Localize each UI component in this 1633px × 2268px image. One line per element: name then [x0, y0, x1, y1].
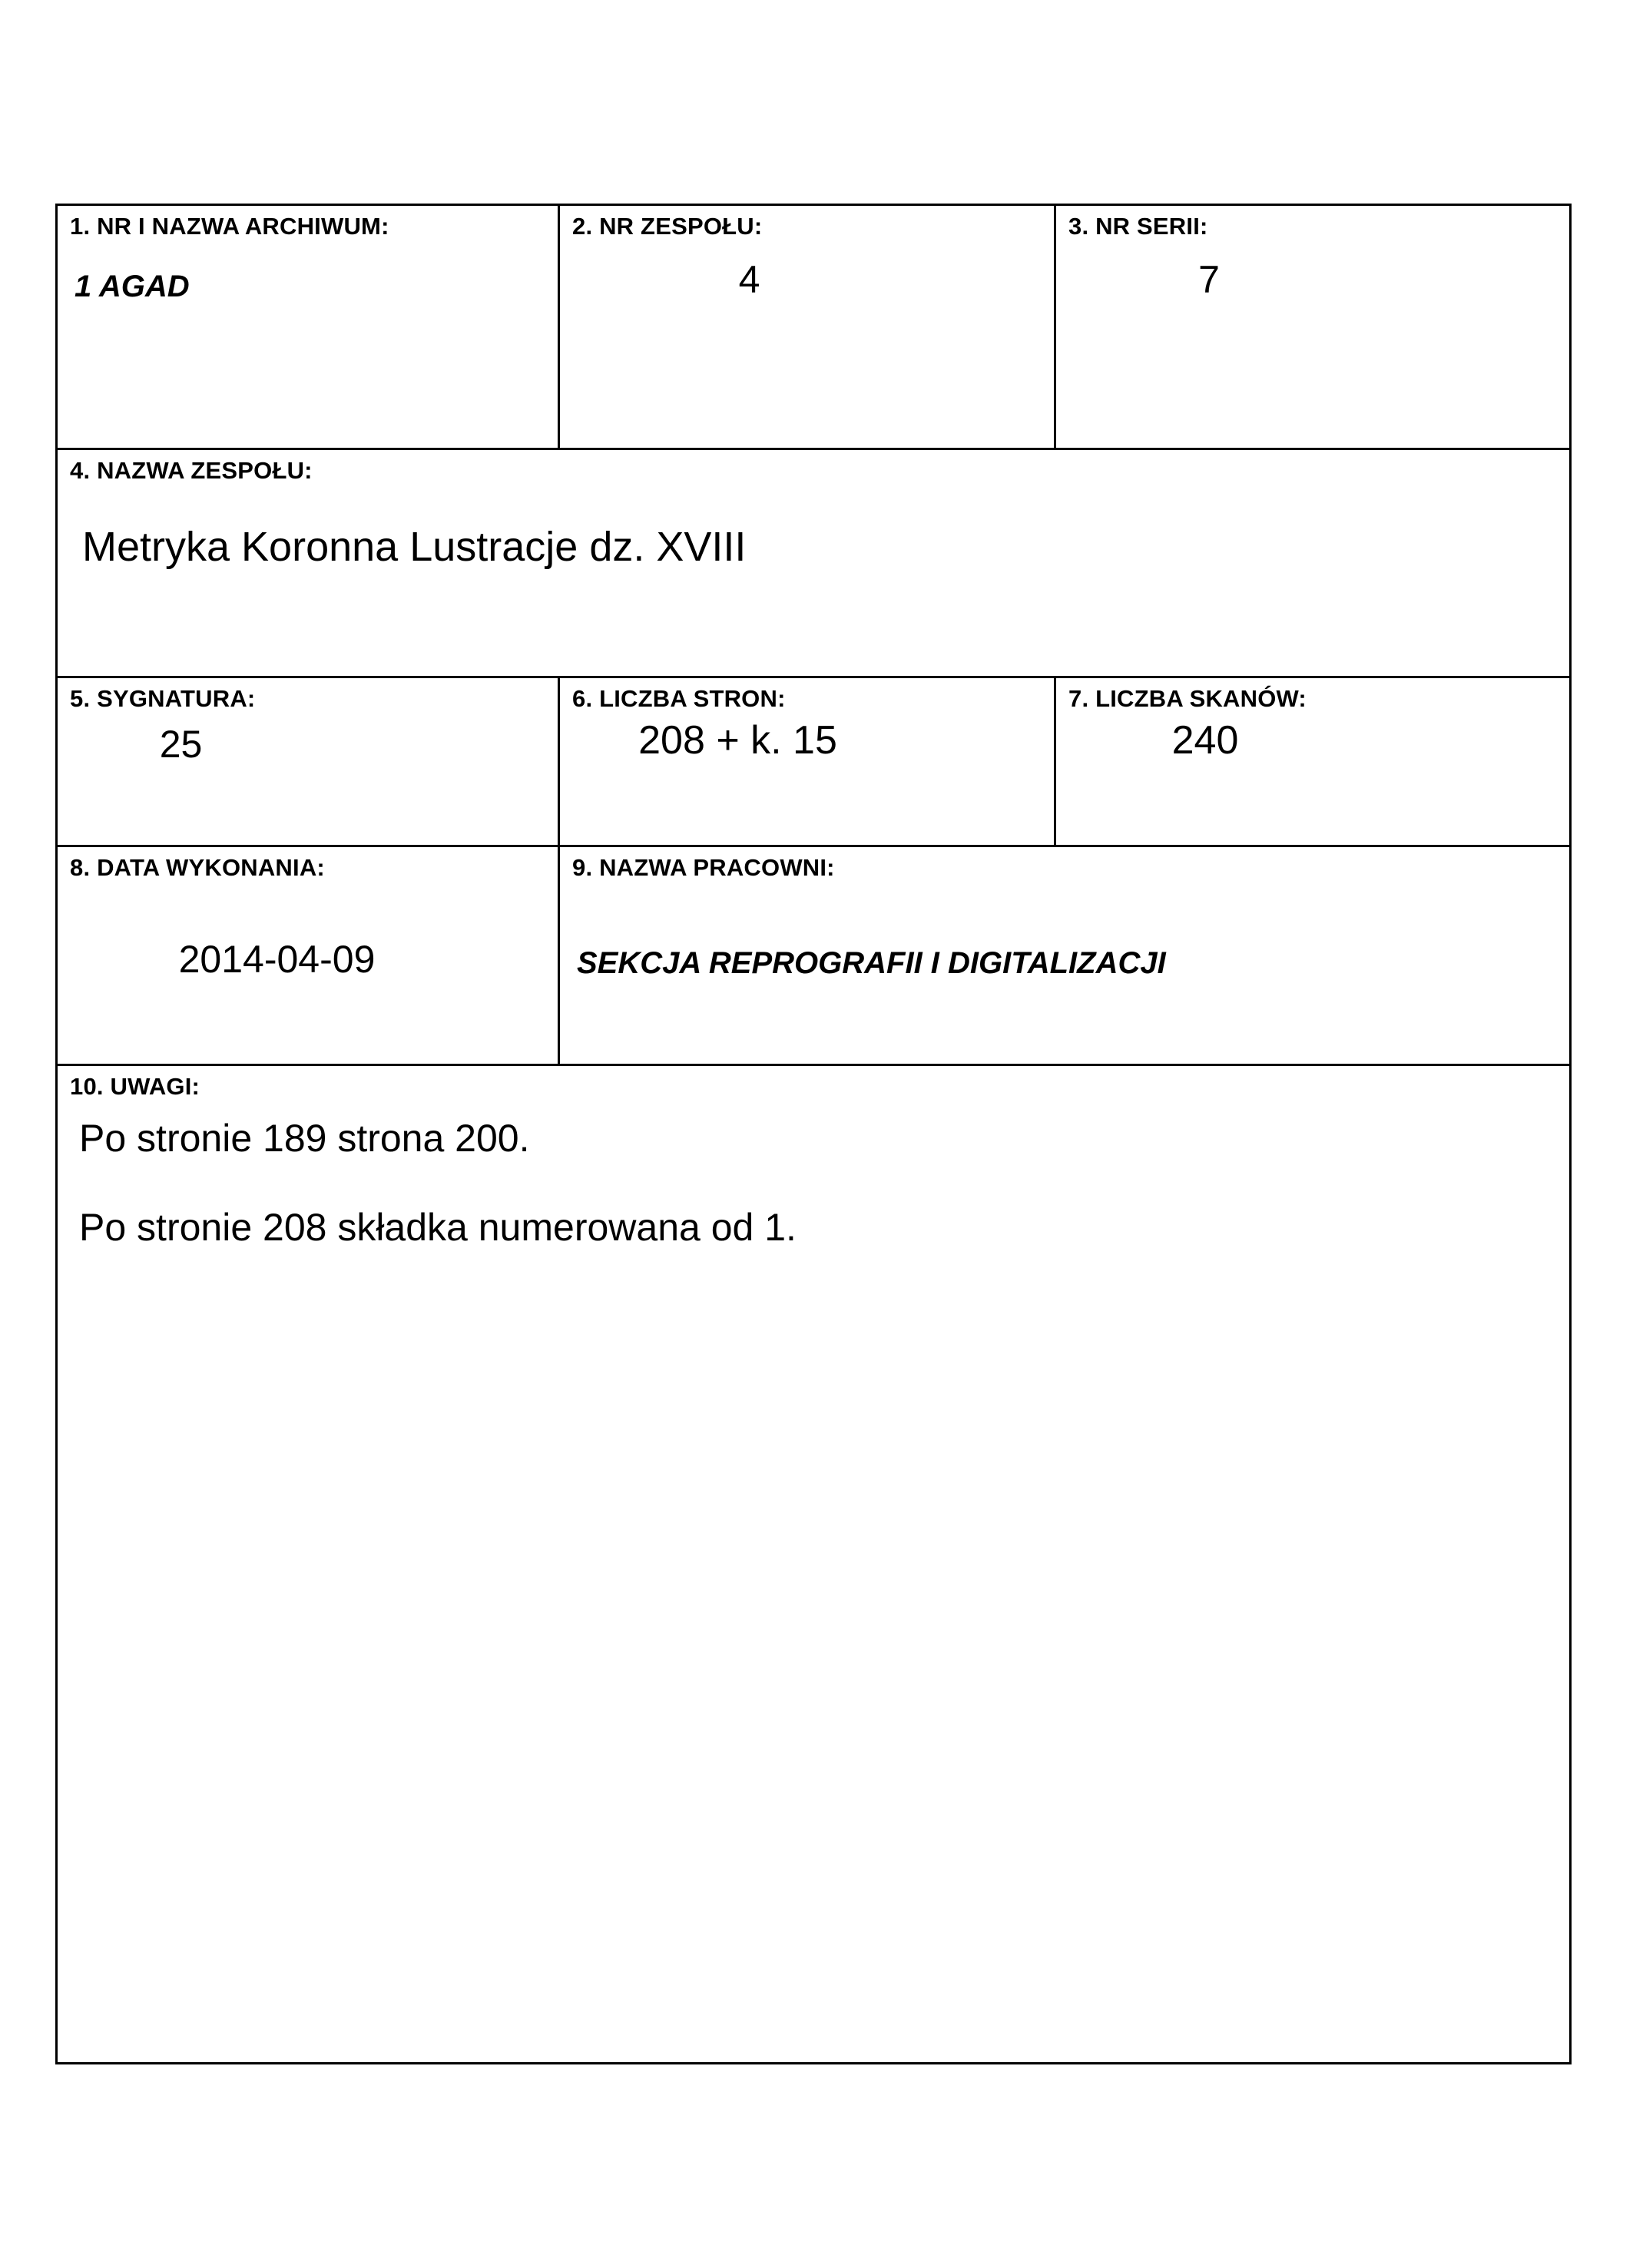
- table-row: [57, 1065, 1571, 2064]
- value-fonds-name: Metryka Koronna Lustracje dz. XVIII: [82, 524, 747, 570]
- value-fonds-number: 4: [738, 258, 760, 301]
- cell-fonds-number: [559, 205, 1055, 449]
- cell-fonds-name: [57, 449, 1571, 677]
- cell-execution-date: [57, 846, 559, 1065]
- cell-signature: [57, 677, 559, 846]
- value-execution-date: 2014-04-09: [178, 938, 376, 981]
- note-line: Po stronie 189 strona 200.: [79, 1117, 530, 1160]
- label-signature: 5. SYGNATURA:: [70, 685, 256, 712]
- cell-page-count: [559, 677, 1055, 846]
- label-series-number: 3. NR SERII:: [1068, 213, 1208, 240]
- label-archive: 1. NR I NAZWA ARCHIWUM:: [70, 213, 389, 240]
- value-archive: 1 AGAD: [75, 270, 190, 303]
- cell-scan-count: [1055, 677, 1571, 846]
- metadata-form-table: [55, 204, 1572, 2064]
- table-row: [57, 205, 1571, 449]
- cell-lab-name: [559, 846, 1571, 1065]
- label-page-count: 6. LICZBA STRON:: [572, 685, 786, 712]
- table-row: [57, 677, 1571, 846]
- label-fonds-number: 2. NR ZESPOŁU:: [572, 213, 763, 240]
- notes-body: [79, 1115, 1557, 1293]
- value-page-count: 208 + k. 15: [638, 718, 837, 763]
- label-lab-name: 9. NAZWA PRACOWNI:: [572, 854, 835, 881]
- label-notes: 10. UWAGI:: [70, 1073, 200, 1100]
- value-lab-name: SEKCJA REPROGRAFII I DIGITALIZACJI: [577, 946, 1166, 980]
- cell-archive: [57, 205, 559, 449]
- label-fonds-name: 4. NAZWA ZESPOŁU:: [70, 457, 313, 484]
- table-row: [57, 449, 1571, 677]
- label-scan-count: 7. LICZBA SKANÓW:: [1068, 685, 1307, 712]
- value-scan-count: 240: [1171, 718, 1239, 763]
- cell-series-number: [1055, 205, 1571, 449]
- value-series-number: 7: [1198, 258, 1220, 301]
- table-row: [57, 846, 1571, 1065]
- note-line: Po stronie 208 składka numerowana od 1.: [79, 1206, 797, 1249]
- value-signature: 25: [159, 723, 203, 766]
- cell-notes: [57, 1065, 1571, 2064]
- label-execution-date: 8. DATA WYKONANIA:: [70, 854, 325, 881]
